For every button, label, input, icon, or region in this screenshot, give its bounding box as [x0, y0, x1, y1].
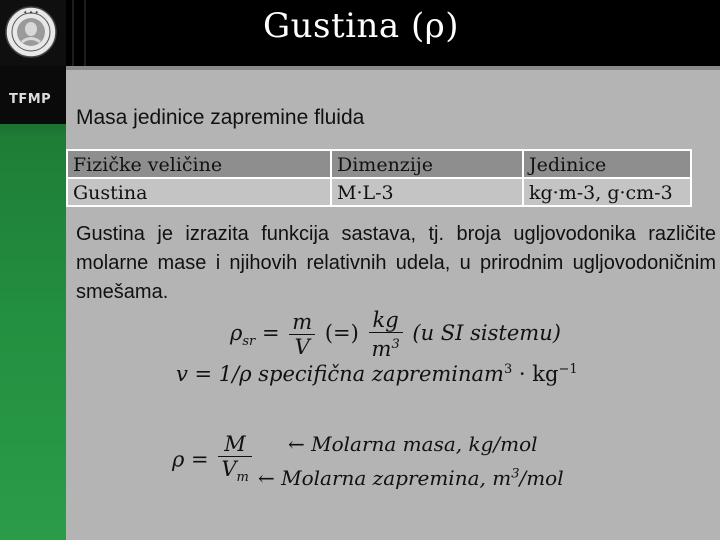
- description-paragraph: Gustina je izrazita funkcija sastava, tj. broja ugljovodonika različite molarne mase i njihovih relativnih udela, u prirodnim ugljovodoničnim smešama.: [76, 223, 716, 303]
- molar-subscript: m: [236, 470, 249, 486]
- fraction-denominator: [218, 457, 252, 490]
- table-header-cell: Jedinice: [523, 150, 691, 178]
- svg-text:✦ ✦ ✦: ✦ ✦ ✦: [23, 10, 39, 16]
- title-divider: [72, 0, 74, 66]
- formula-equiv: (=): [324, 321, 359, 345]
- note-tail: /mol: [519, 466, 564, 490]
- table-header-cell: Fizičke veličine: [67, 150, 331, 178]
- molar-volume-symbol: V: [221, 457, 237, 481]
- molar-fraction: [218, 432, 252, 490]
- table-header-row: [67, 150, 691, 178]
- green-sidebar: [0, 66, 66, 540]
- fraction-numerator: m: [289, 310, 315, 335]
- formula-exponent: −1: [558, 362, 578, 377]
- unit-base: m: [371, 337, 392, 361]
- slide-title: Gustina (ρ): [262, 6, 460, 46]
- section-heading: Masa jedinice zapremine fluida: [76, 106, 365, 129]
- fraction-numerator: M: [218, 432, 252, 457]
- molar-volume-note: [258, 466, 564, 490]
- note-exponent: 3: [511, 466, 520, 482]
- fraction-denominator: [369, 333, 403, 361]
- formula-equals: =: [261, 321, 280, 345]
- tfmp-logo: TFMP: [9, 92, 52, 107]
- unit-fraction: [369, 308, 403, 361]
- formula-lhs: ρ =: [172, 447, 209, 472]
- quantity-table: [66, 149, 692, 207]
- fraction-numerator: kg: [369, 308, 403, 333]
- formula-subscript: sr: [242, 334, 256, 350]
- table-header-cell: Dimenzije: [331, 150, 523, 178]
- table-row: [67, 178, 691, 206]
- table-cell: Gustina: [67, 178, 331, 206]
- mass-volume-fraction: [289, 310, 315, 359]
- formula-symbol: ρ: [230, 321, 243, 345]
- table-cell: M·L-3: [331, 178, 523, 206]
- university-seal-icon: [4, 2, 58, 62]
- specific-volume-formula: [176, 362, 578, 386]
- fraction-denominator: V: [294, 335, 310, 359]
- density-formula: [230, 308, 561, 361]
- seal-logo-box: [0, 0, 66, 66]
- formula-exponent: 3: [503, 362, 513, 377]
- formula-text: v = 1/ρ specifična zapreminam: [176, 362, 504, 386]
- formula-note: (u SI sistemu): [412, 321, 561, 345]
- molar-density-formula: [172, 432, 255, 490]
- formula-unit: · kg: [512, 362, 559, 386]
- molar-mass-note: ← Molarna masa, kg/mol: [288, 432, 538, 456]
- note-text: ← Molarna zapremina, m: [258, 466, 512, 490]
- title-divider: [84, 0, 86, 66]
- unit-exponent: 3: [391, 337, 400, 352]
- table-cell: kg·m-3, g·cm-3: [523, 178, 691, 206]
